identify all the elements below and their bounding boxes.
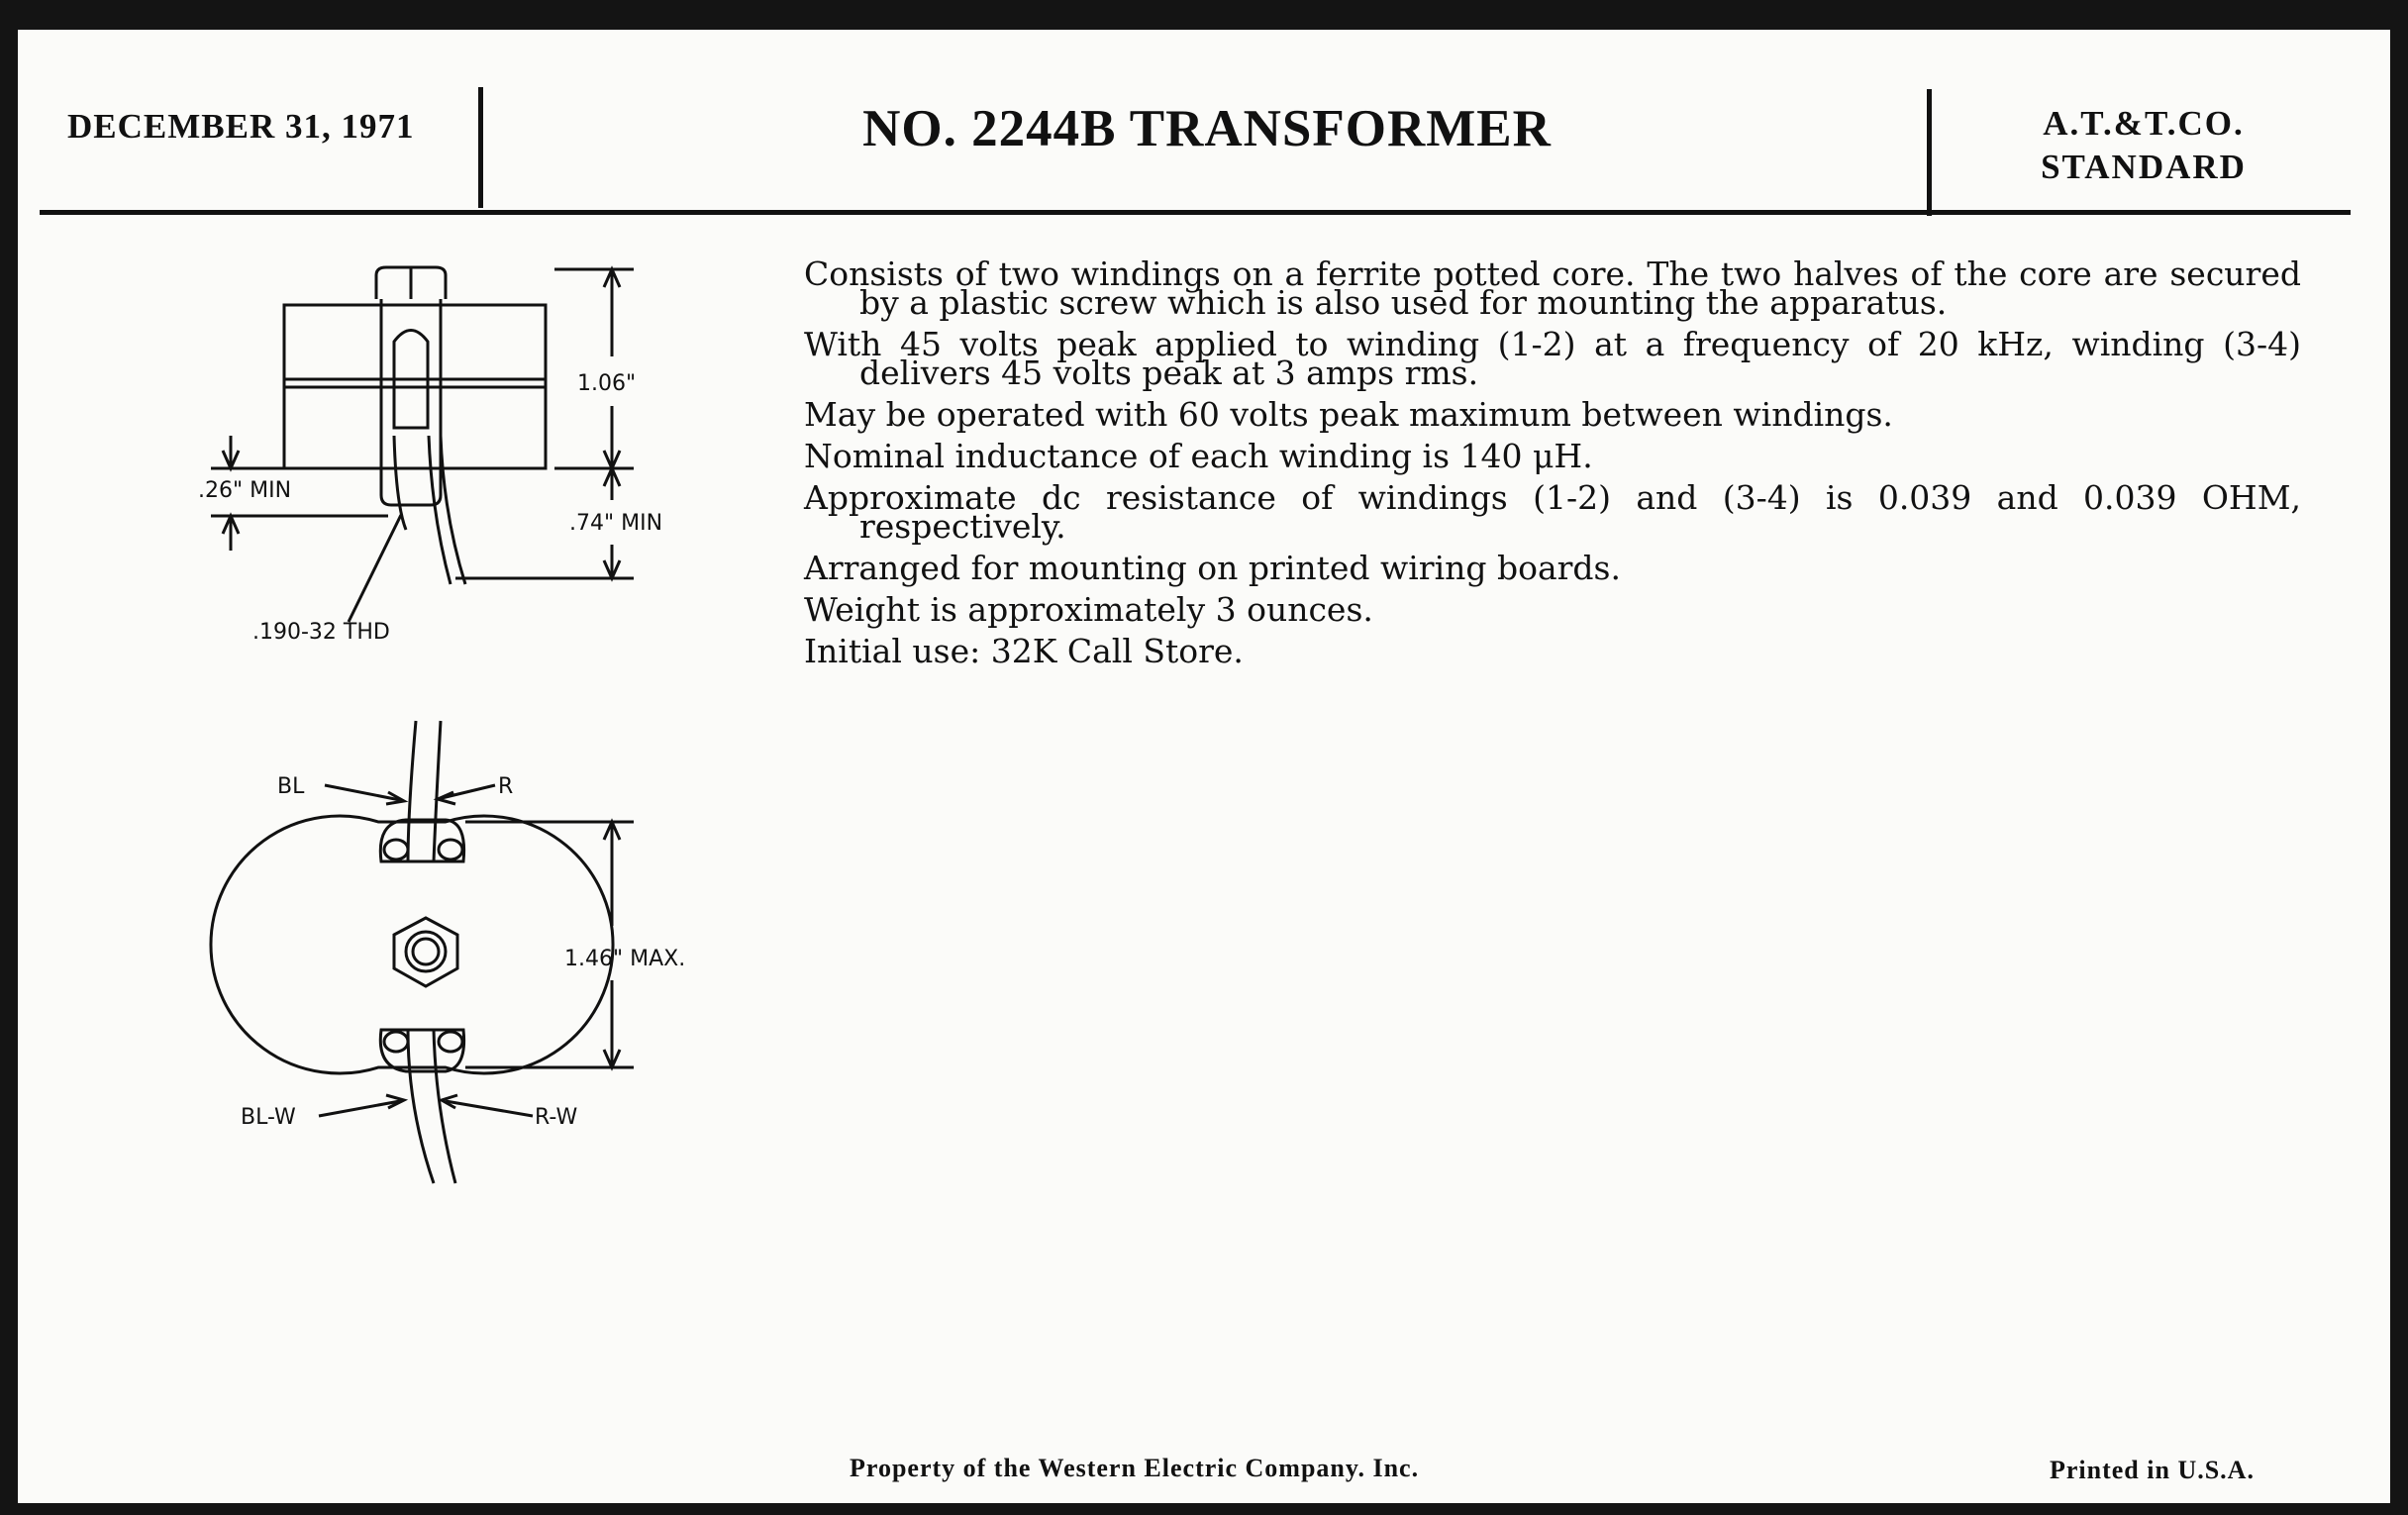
dim-min-top-label: .26" MIN — [198, 478, 292, 503]
description-paragraph: Nominal inductance of each winding is 140 μH. — [804, 437, 1593, 475]
wire-r — [434, 721, 441, 861]
description-paragraph: May be operated with 60 volts peak maximum between windings. — [804, 395, 1893, 434]
wire-blw-label: BL-W — [241, 1105, 296, 1130]
screw-shaft — [381, 299, 441, 468]
standard-line-2: STANDARD — [2041, 148, 2247, 186]
wire-bl — [408, 721, 416, 861]
standard-line-1: A.T.&T.CO. — [2043, 104, 2245, 143]
description-paragraph: Approximate dc resistance of windings (1-2) and (3-4) is 0.039 and 0.039 OHM, respectively. — [804, 478, 2301, 546]
thread-label: .190-32 THD — [252, 620, 390, 645]
wire-blw — [408, 1030, 434, 1183]
footer-property: Property of the Western Electric Company. Inc. — [850, 1454, 1420, 1482]
wire-r-label: R — [498, 774, 514, 799]
wire-rw-label: R-W — [535, 1105, 578, 1130]
description-paragraph: With 45 volts peak applied to winding (1-2) at a frequency of 20 kHz, winding (3-4) delivers 45 volts peak at 3 amps rms. — [804, 325, 2301, 392]
center-nut — [394, 918, 457, 986]
issue-date: DECEMBER 31, 1971 — [67, 107, 415, 146]
footer-printed: Printed in U.S.A. — [2050, 1456, 2255, 1484]
description-paragraph: Initial use: 32K Call Store. — [804, 632, 1244, 670]
transformer-body-top — [211, 816, 613, 1073]
description-paragraph: Weight is approximately 3 ounces. — [804, 590, 1373, 629]
page-title: NO. 2244B TRANSFORMER — [862, 100, 1552, 157]
description-paragraph: Arranged for mounting on printed wiring boards. — [804, 549, 1621, 587]
dim-min-lead-label: .74" MIN — [569, 511, 663, 536]
wire-bl-label: BL — [277, 774, 305, 799]
description-paragraph: Consists of two windings on a ferrite potted core. The two halves of the core are secured by a plastic screw which is also used for mounting the apparatus. — [804, 254, 2301, 322]
dim-height-label: 1.06" — [577, 371, 637, 396]
dim-diameter-label: 1.46" MAX. — [564, 947, 686, 971]
